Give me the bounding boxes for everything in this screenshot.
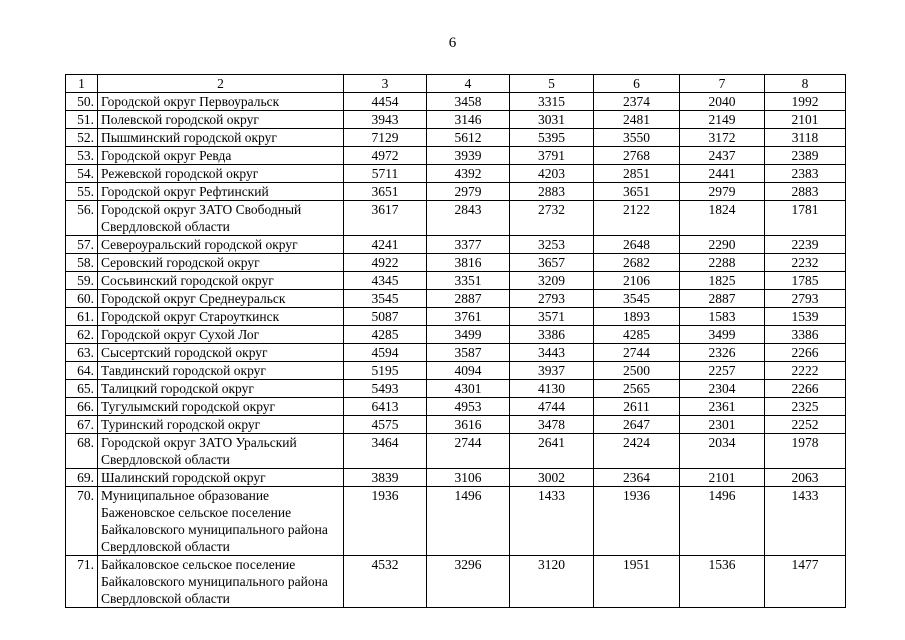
value-cell-col6: 2122	[594, 201, 680, 236]
value-cell-col3: 3839	[344, 469, 427, 487]
value-cell-col5: 3478	[510, 416, 594, 434]
row-number: 66.	[66, 398, 98, 416]
value-cell-col3: 3617	[344, 201, 427, 236]
row-number: 57.	[66, 236, 98, 254]
table-row	[66, 129, 846, 147]
value-cell-col5: 2732	[510, 201, 594, 236]
value-cell-col4: 3296	[427, 556, 510, 608]
value-cell-col6: 1893	[594, 308, 680, 326]
value-cell-col6: 2648	[594, 236, 680, 254]
value-cell-col7: 2979	[680, 183, 765, 201]
row-number: 54.	[66, 165, 98, 183]
value-cell-col3: 5711	[344, 165, 427, 183]
value-cell-col7: 1825	[680, 272, 765, 290]
value-cell-col7: 2288	[680, 254, 765, 272]
municipality-name: Городской округ ЗАТО Уральский Свердловской области	[98, 434, 344, 469]
value-cell-col7: 2290	[680, 236, 765, 254]
municipality-name: Туринский городской округ	[98, 416, 344, 434]
value-cell-col8: 1433	[765, 487, 846, 556]
value-cell-col5: 2793	[510, 290, 594, 308]
value-cell-col5: 3571	[510, 308, 594, 326]
municipality-name: Городской округ Сухой Лог	[98, 326, 344, 344]
value-cell-col7: 1536	[680, 556, 765, 608]
municipality-name: Пышминский городской округ	[98, 129, 344, 147]
value-cell-col3: 4285	[344, 326, 427, 344]
value-cell-col5: 3002	[510, 469, 594, 487]
municipality-name: Тугулымский городской округ	[98, 398, 344, 416]
column-header: 3	[344, 75, 427, 93]
value-cell-col5: 3791	[510, 147, 594, 165]
value-cell-col5: 2641	[510, 434, 594, 469]
value-cell-col8: 2063	[765, 469, 846, 487]
value-cell-col7: 2040	[680, 93, 765, 111]
table-row	[66, 236, 846, 254]
value-cell-col8: 2266	[765, 344, 846, 362]
value-cell-col6: 2851	[594, 165, 680, 183]
value-cell-col3: 4532	[344, 556, 427, 608]
value-cell-col4: 2843	[427, 201, 510, 236]
table-row	[66, 434, 846, 469]
municipality-name: Полевской городской округ	[98, 111, 344, 129]
table-row	[66, 487, 846, 556]
value-cell-col6: 1936	[594, 487, 680, 556]
value-cell-col6: 1951	[594, 556, 680, 608]
value-cell-col7: 3172	[680, 129, 765, 147]
value-cell-col3: 3943	[344, 111, 427, 129]
value-cell-col5: 4744	[510, 398, 594, 416]
table-row	[66, 362, 846, 380]
table-row	[66, 469, 846, 487]
table-row	[66, 165, 846, 183]
column-header: 4	[427, 75, 510, 93]
column-header: 5	[510, 75, 594, 93]
value-cell-col4: 2744	[427, 434, 510, 469]
municipality-name: Серовский городской округ	[98, 254, 344, 272]
value-cell-col5: 3937	[510, 362, 594, 380]
value-cell-col5: 2883	[510, 183, 594, 201]
value-cell-col7: 1824	[680, 201, 765, 236]
table-row	[66, 398, 846, 416]
value-cell-col4: 4953	[427, 398, 510, 416]
value-cell-col6: 4285	[594, 326, 680, 344]
table-body	[66, 93, 846, 608]
value-cell-col5: 3386	[510, 326, 594, 344]
value-cell-col7: 2441	[680, 165, 765, 183]
row-number: 71.	[66, 556, 98, 608]
table-row	[66, 111, 846, 129]
column-header: 1	[66, 75, 98, 93]
value-cell-col6: 3550	[594, 129, 680, 147]
value-cell-col6: 3545	[594, 290, 680, 308]
value-cell-col3: 3651	[344, 183, 427, 201]
value-cell-col8: 2325	[765, 398, 846, 416]
table-row	[66, 254, 846, 272]
value-cell-col7: 2361	[680, 398, 765, 416]
municipality-name: Североуральский городской округ	[98, 236, 344, 254]
row-number: 62.	[66, 326, 98, 344]
table-row	[66, 147, 846, 165]
value-cell-col5: 3120	[510, 556, 594, 608]
value-cell-col6: 2682	[594, 254, 680, 272]
value-cell-col5: 1433	[510, 487, 594, 556]
value-cell-col6: 2106	[594, 272, 680, 290]
municipality-name: Талицкий городской округ	[98, 380, 344, 398]
table-row	[66, 183, 846, 201]
value-cell-col8: 2252	[765, 416, 846, 434]
value-cell-col8: 1992	[765, 93, 846, 111]
value-cell-col7: 3499	[680, 326, 765, 344]
value-cell-col3: 4454	[344, 93, 427, 111]
table-row	[66, 380, 846, 398]
value-cell-col4: 3377	[427, 236, 510, 254]
data-table	[65, 74, 846, 608]
value-cell-col4: 4392	[427, 165, 510, 183]
row-number: 65.	[66, 380, 98, 398]
row-number: 58.	[66, 254, 98, 272]
column-header: 8	[765, 75, 846, 93]
row-number: 52.	[66, 129, 98, 147]
value-cell-col6: 2768	[594, 147, 680, 165]
table-row	[66, 272, 846, 290]
value-cell-col3: 5493	[344, 380, 427, 398]
value-cell-col6: 2744	[594, 344, 680, 362]
municipality-name: Городской округ Первоуральск	[98, 93, 344, 111]
table-row	[66, 416, 846, 434]
value-cell-col5: 3031	[510, 111, 594, 129]
value-cell-col8: 1781	[765, 201, 846, 236]
value-cell-col5: 3315	[510, 93, 594, 111]
value-cell-col4: 2979	[427, 183, 510, 201]
value-cell-col4: 5612	[427, 129, 510, 147]
table-row	[66, 93, 846, 111]
value-cell-col7: 2437	[680, 147, 765, 165]
value-cell-col5: 3209	[510, 272, 594, 290]
value-cell-col4: 3146	[427, 111, 510, 129]
value-cell-col7: 2326	[680, 344, 765, 362]
value-cell-col7: 2304	[680, 380, 765, 398]
value-cell-col4: 2887	[427, 290, 510, 308]
municipality-name: Городской округ Ревда	[98, 147, 344, 165]
table-row	[66, 556, 846, 608]
value-cell-col5: 3443	[510, 344, 594, 362]
municipality-name: Муниципальное образование Баженовское сельское поселение Байкаловского муниципального района Свердловской области	[98, 487, 344, 556]
value-cell-col7: 2257	[680, 362, 765, 380]
municipality-name: Городской округ ЗАТО Свободный Свердловской области	[98, 201, 344, 236]
value-cell-col4: 3106	[427, 469, 510, 487]
municipality-name: Городской округ Староуткинск	[98, 308, 344, 326]
value-cell-col6: 2424	[594, 434, 680, 469]
value-cell-col6: 2481	[594, 111, 680, 129]
value-cell-col4: 3816	[427, 254, 510, 272]
row-number: 63.	[66, 344, 98, 362]
value-cell-col3: 7129	[344, 129, 427, 147]
value-cell-col3: 4972	[344, 147, 427, 165]
value-cell-col8: 2883	[765, 183, 846, 201]
value-cell-col3: 4241	[344, 236, 427, 254]
row-number: 68.	[66, 434, 98, 469]
row-number: 51.	[66, 111, 98, 129]
value-cell-col7: 1583	[680, 308, 765, 326]
value-cell-col3: 4345	[344, 272, 427, 290]
value-cell-col5: 4130	[510, 380, 594, 398]
value-cell-col8: 2389	[765, 147, 846, 165]
row-number: 60.	[66, 290, 98, 308]
value-cell-col8: 2101	[765, 111, 846, 129]
value-cell-col4: 3939	[427, 147, 510, 165]
row-number: 56.	[66, 201, 98, 236]
value-cell-col8: 2793	[765, 290, 846, 308]
value-cell-col3: 5195	[344, 362, 427, 380]
value-cell-col4: 3616	[427, 416, 510, 434]
header-row	[66, 75, 846, 93]
municipality-name: Тавдинский городской округ	[98, 362, 344, 380]
value-cell-col3: 1936	[344, 487, 427, 556]
row-number: 59.	[66, 272, 98, 290]
value-cell-col8: 2239	[765, 236, 846, 254]
value-cell-col3: 4594	[344, 344, 427, 362]
value-cell-col8: 1785	[765, 272, 846, 290]
value-cell-col5: 4203	[510, 165, 594, 183]
municipality-name: Сысертский городской округ	[98, 344, 344, 362]
value-cell-col3: 6413	[344, 398, 427, 416]
value-cell-col4: 3587	[427, 344, 510, 362]
table-row	[66, 308, 846, 326]
value-cell-col6: 2647	[594, 416, 680, 434]
value-cell-col7: 2301	[680, 416, 765, 434]
row-number: 69.	[66, 469, 98, 487]
municipality-name: Байкаловское сельское поселение Байкаловского муниципального района Свердловской области	[98, 556, 344, 608]
value-cell-col5: 3657	[510, 254, 594, 272]
value-cell-col7: 2034	[680, 434, 765, 469]
value-cell-col6: 2374	[594, 93, 680, 111]
value-cell-col8: 2232	[765, 254, 846, 272]
value-cell-col8: 1477	[765, 556, 846, 608]
value-cell-col4: 3351	[427, 272, 510, 290]
value-cell-col7: 2101	[680, 469, 765, 487]
value-cell-col4: 4301	[427, 380, 510, 398]
value-cell-col8: 3386	[765, 326, 846, 344]
value-cell-col3: 4922	[344, 254, 427, 272]
column-header: 2	[98, 75, 344, 93]
value-cell-col4: 4094	[427, 362, 510, 380]
table-row	[66, 326, 846, 344]
row-number: 50.	[66, 93, 98, 111]
value-cell-col7: 1496	[680, 487, 765, 556]
table-row	[66, 201, 846, 236]
value-cell-col3: 3464	[344, 434, 427, 469]
value-cell-col5: 5395	[510, 129, 594, 147]
value-cell-col4: 3458	[427, 93, 510, 111]
value-cell-col4: 3499	[427, 326, 510, 344]
municipality-name: Сосьвинский городской округ	[98, 272, 344, 290]
value-cell-col8: 1539	[765, 308, 846, 326]
value-cell-col7: 2887	[680, 290, 765, 308]
value-cell-col4: 3761	[427, 308, 510, 326]
municipality-name: Городской округ Среднеуральск	[98, 290, 344, 308]
value-cell-col8: 2383	[765, 165, 846, 183]
row-number: 55.	[66, 183, 98, 201]
value-cell-col8: 1978	[765, 434, 846, 469]
municipality-name: Режевской городской округ	[98, 165, 344, 183]
table-row	[66, 344, 846, 362]
row-number: 53.	[66, 147, 98, 165]
column-header: 6	[594, 75, 680, 93]
value-cell-col6: 2500	[594, 362, 680, 380]
value-cell-col6: 2364	[594, 469, 680, 487]
value-cell-col8: 2266	[765, 380, 846, 398]
page-number: 6	[448, 35, 457, 51]
value-cell-col3: 4575	[344, 416, 427, 434]
value-cell-col8: 3118	[765, 129, 846, 147]
value-cell-col3: 5087	[344, 308, 427, 326]
value-cell-col6: 3651	[594, 183, 680, 201]
value-cell-col8: 2222	[765, 362, 846, 380]
value-cell-col5: 3253	[510, 236, 594, 254]
value-cell-col4: 1496	[427, 487, 510, 556]
row-number: 67.	[66, 416, 98, 434]
value-cell-col6: 2565	[594, 380, 680, 398]
municipality-name: Шалинский городской округ	[98, 469, 344, 487]
value-cell-col3: 3545	[344, 290, 427, 308]
column-header: 7	[680, 75, 765, 93]
row-number: 61.	[66, 308, 98, 326]
municipality-name: Городской округ Рефтинский	[98, 183, 344, 201]
row-number: 64.	[66, 362, 98, 380]
value-cell-col6: 2611	[594, 398, 680, 416]
table-row	[66, 290, 846, 308]
row-number: 70.	[66, 487, 98, 556]
value-cell-col7: 2149	[680, 111, 765, 129]
